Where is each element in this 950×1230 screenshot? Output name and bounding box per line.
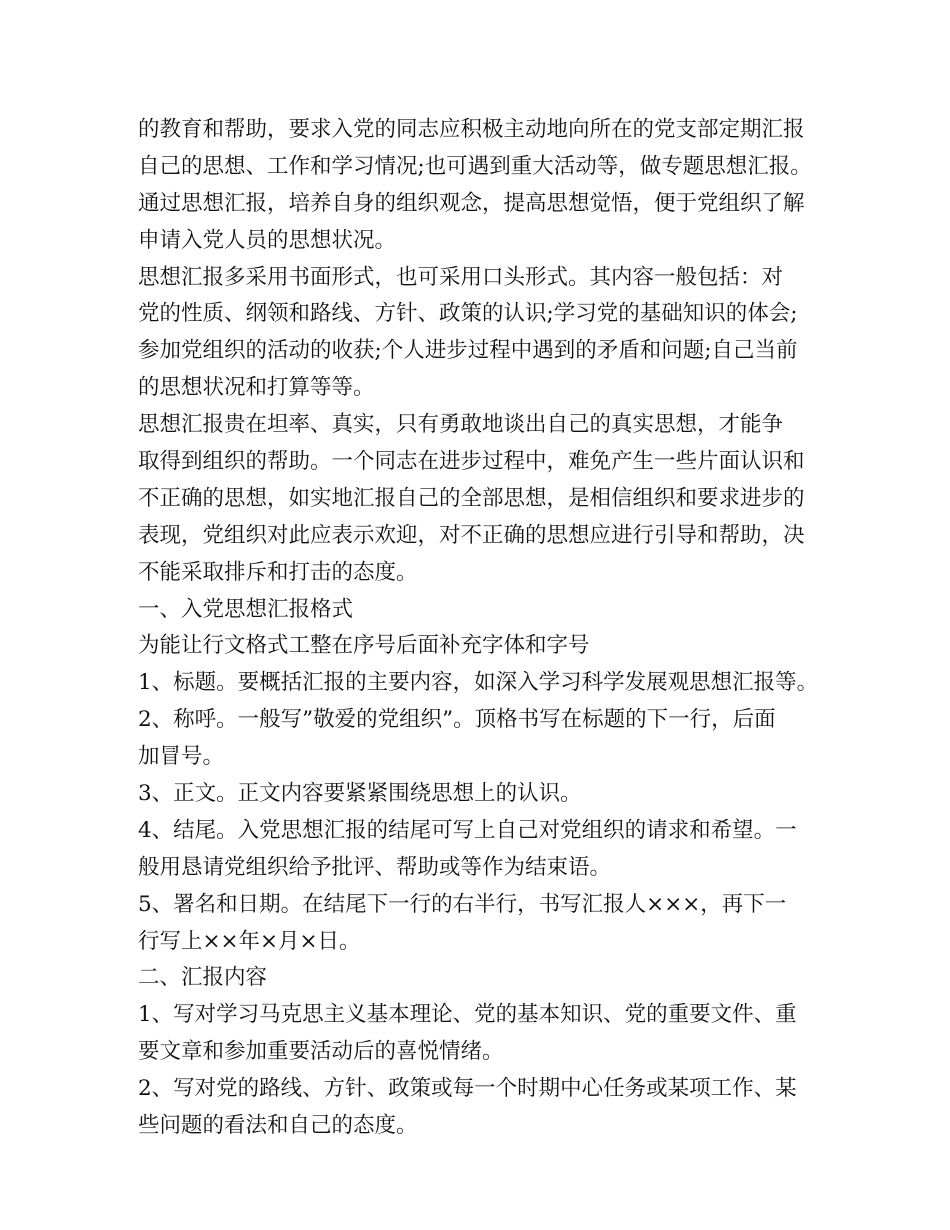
text-line: 表现，党组织对此应表示欢迎，对不正确的思想应进行引导和帮助，决: [138, 522, 805, 548]
text-line: 申请入党人员的思想状况。: [138, 227, 397, 253]
text-line: 不正确的思想，如实地汇报自己的全部思想，是相信组织和要求进步的: [138, 485, 805, 511]
text-line: 思想汇报多采用书面形式，也可采用口头形式。其内容一般包括：对: [138, 264, 784, 290]
text-line: 般用恳请党组织给予批评、帮助或等作为结束语。: [138, 854, 612, 880]
text-line: 为能让行文格式工整在序号后面补充字体和字号: [138, 633, 590, 659]
text-line: 自己的思想、工作和学习情况;也可遇到重大活动等，做专题思想汇报。: [138, 153, 812, 179]
list-item: 2、写对党的路线、方针、政策或每一个时期中心任务或某项工作、某: [138, 1076, 797, 1102]
text-line: 行写上××年×月×日。: [138, 928, 361, 954]
list-item: 1、标题。要概括汇报的主要内容，如深入学习科学发展观思想汇报等。: [138, 670, 819, 696]
document-body: [138, 112, 828, 1145]
list-item: 4、结尾。入党思想汇报的结尾可写上自己对党组织的请求和希望。一: [138, 817, 797, 843]
text-line: 参加党组织的活动的收获;个人进步过程中遇到的矛盾和问题;自己当前: [138, 338, 798, 364]
text-line: 不能采取排斥和打击的态度。: [138, 559, 418, 585]
section-heading: 二、汇报内容: [138, 965, 268, 991]
list-item: 2、称呼。一般写”敬爱的党组织”。顶格书写在标题的下一行，后面: [138, 707, 776, 733]
text-line: 的思想状况和打算等等。: [138, 375, 375, 401]
list-item: 5、署名和日期。在结尾下一行的右半行，书写汇报人×××，再下一: [138, 891, 787, 917]
text-line: 思想汇报贵在坦率、真实，只有勇敢地谈出自己的真实思想，才能争: [138, 412, 784, 438]
text-line: 的教育和帮助，要求入党的同志应积极主动地向所在的党支部定期汇报: [138, 117, 805, 142]
text-line: 取得到组织的帮助。一个同志在进步过程中，难免产生一些片面认识和: [138, 449, 805, 475]
section-heading: 一、入党思想汇报格式: [138, 596, 354, 622]
text-line: 些问题的看法和自己的态度。: [138, 1113, 418, 1139]
list-item: 1、写对学习马克思主义基本理论、党的基本知识、党的重要文件、重: [138, 1002, 797, 1028]
text-line: 党的性质、纲领和路线、方针、政策的认识;学习党的基础知识的体会;: [138, 301, 798, 327]
text-line: 加冒号。: [138, 744, 225, 770]
list-item: 3、正文。正文内容要紧紧围绕思想上的认识。: [138, 781, 582, 807]
text-line: 通过思想汇报，培养自身的组织观念，提高思想觉悟，便于党组织了解: [138, 190, 805, 216]
text-line: 要文章和参加重要活动后的喜悦情绪。: [138, 1039, 504, 1065]
